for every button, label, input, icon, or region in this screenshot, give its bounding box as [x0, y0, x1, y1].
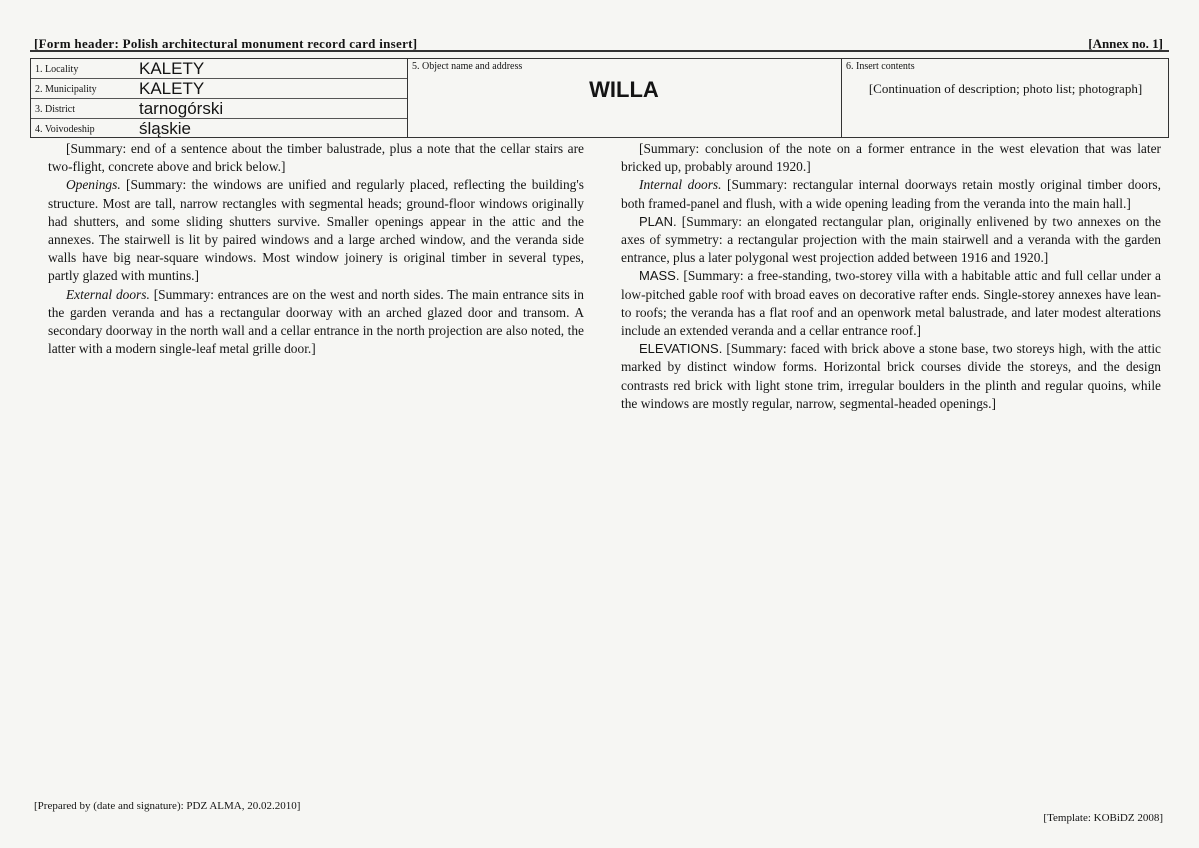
annex-label: [Annex no. 1]	[1088, 36, 1163, 51]
locality-value: KALETY	[139, 59, 205, 78]
object-label: 5. Object name and address	[412, 61, 523, 72]
prepared-by: [Prepared by (date and signature): PDZ ALMA, 20.02.2010]	[34, 800, 301, 812]
municipality-row	[31, 79, 407, 99]
district-row	[31, 99, 407, 119]
section-heading: Openings.	[66, 177, 121, 193]
template-version: [Template: KOBiDZ 2008]	[1043, 812, 1163, 824]
description-right-column	[621, 140, 1161, 413]
section-heading: PLAN.	[639, 213, 677, 229]
municipality-value: KALETY	[139, 79, 205, 98]
paragraph	[48, 176, 584, 285]
section-heading: MASS.	[639, 268, 680, 284]
section-heading: Internal doors.	[639, 177, 722, 193]
header-rule	[30, 50, 1169, 52]
paragraph-text: [Summary: conclusion of the note on a former entrance in the west elevation that was later bricked up, probably around 1920.]	[621, 141, 1161, 175]
section-heading: External doors.	[66, 286, 150, 302]
paragraph-text: [Summary: the windows are unified and regularly placed, reflecting the building's structure. Most are tall, narrow rectangles with segmental heads; ground-floor windows originally had shutters, and some sliding shutters survive. Smaller openings appear in the attic and the annexes. The stairwell is lit by paired windows and a large arched window, and the veranda side walls have big near-square windows. Most window joinery is original timber in several types, partly glazed with muntins.]	[48, 177, 584, 284]
section-heading: ELEVATIONS.	[639, 341, 723, 357]
voivodeship-value: śląskie	[139, 119, 191, 138]
paragraph	[621, 140, 1161, 176]
voivodeship-row	[31, 119, 407, 139]
paragraph	[621, 176, 1161, 212]
paragraph	[621, 213, 1161, 268]
municipality-label: 2. Municipality	[35, 84, 97, 95]
paragraph	[621, 267, 1161, 340]
locality-label: 1. Locality	[35, 64, 79, 75]
record-header	[30, 58, 1169, 138]
contents-value: [Continuation of description; photo list; photograph]	[868, 81, 1143, 96]
voivodeship-label: 4. Voivodeship	[35, 124, 95, 135]
paragraph-text: [Summary: rectangular internal doorways retain mostly original timber doors, both framed-panel and flush, with a wide opening leading from the veranda into the main hall.]	[621, 177, 1161, 211]
locality-row	[31, 59, 407, 79]
district-value: tarnogórski	[139, 99, 224, 118]
paragraph-text: [Summary: an elongated rectangular plan, originally enlivened by two annexes on the axes of symmetry: a rectangular projection with the main stairwell and a veranda with the garden entrance, plus a later polygonal west projection added between 1916 and 1920.]	[621, 213, 1161, 266]
paragraph-text: [Summary: faced with brick above a stone base, two storeys high, with the attic marked by distinct window forms. Horizontal brick courses divide the storeys, and the design contrasts red brick with light stone trim, irregular boulders in the plinth and regular quoins, while the windows are mostly regular, narrow, segmental-headed openings.]	[621, 341, 1161, 411]
paragraph-text: [Summary: a free-standing, two-storey villa with a habitable attic and full cellar under a low-pitched gable roof with broad eaves on decorative rafter ends. Single-storey annexes have lean-to roofs; the veranda has a flat roof and an openwork metal balustrade, and later modest alterations include an extended veranda and a cellar entrance roof.]	[621, 268, 1161, 339]
object-name: WILLA	[589, 77, 659, 102]
paragraph	[48, 140, 584, 176]
paragraph-text: [Summary: entrances are on the west and north sides. The main entrance sits in the garden veranda and has a rectangular doorway with an arched glazed door and transom. A secondary doorway in the north wall and a cellar entrance in the north projection are also noted, the latter with a modern single-leaf metal grille door.]	[48, 286, 584, 357]
paragraph	[48, 286, 584, 359]
contents-label: 6. Insert contents	[846, 61, 915, 72]
district-label: 3. District	[35, 104, 75, 115]
paragraph-text: [Summary: end of a sentence about the timber balustrade, plus a note that the cellar stairs are two-flight, concrete above and brick below.]	[48, 141, 584, 175]
paragraph	[621, 340, 1161, 413]
form-title: [Form header: Polish architectural monument record card insert]	[34, 36, 418, 51]
contents-divider	[841, 59, 842, 137]
description-left-column	[48, 140, 584, 358]
